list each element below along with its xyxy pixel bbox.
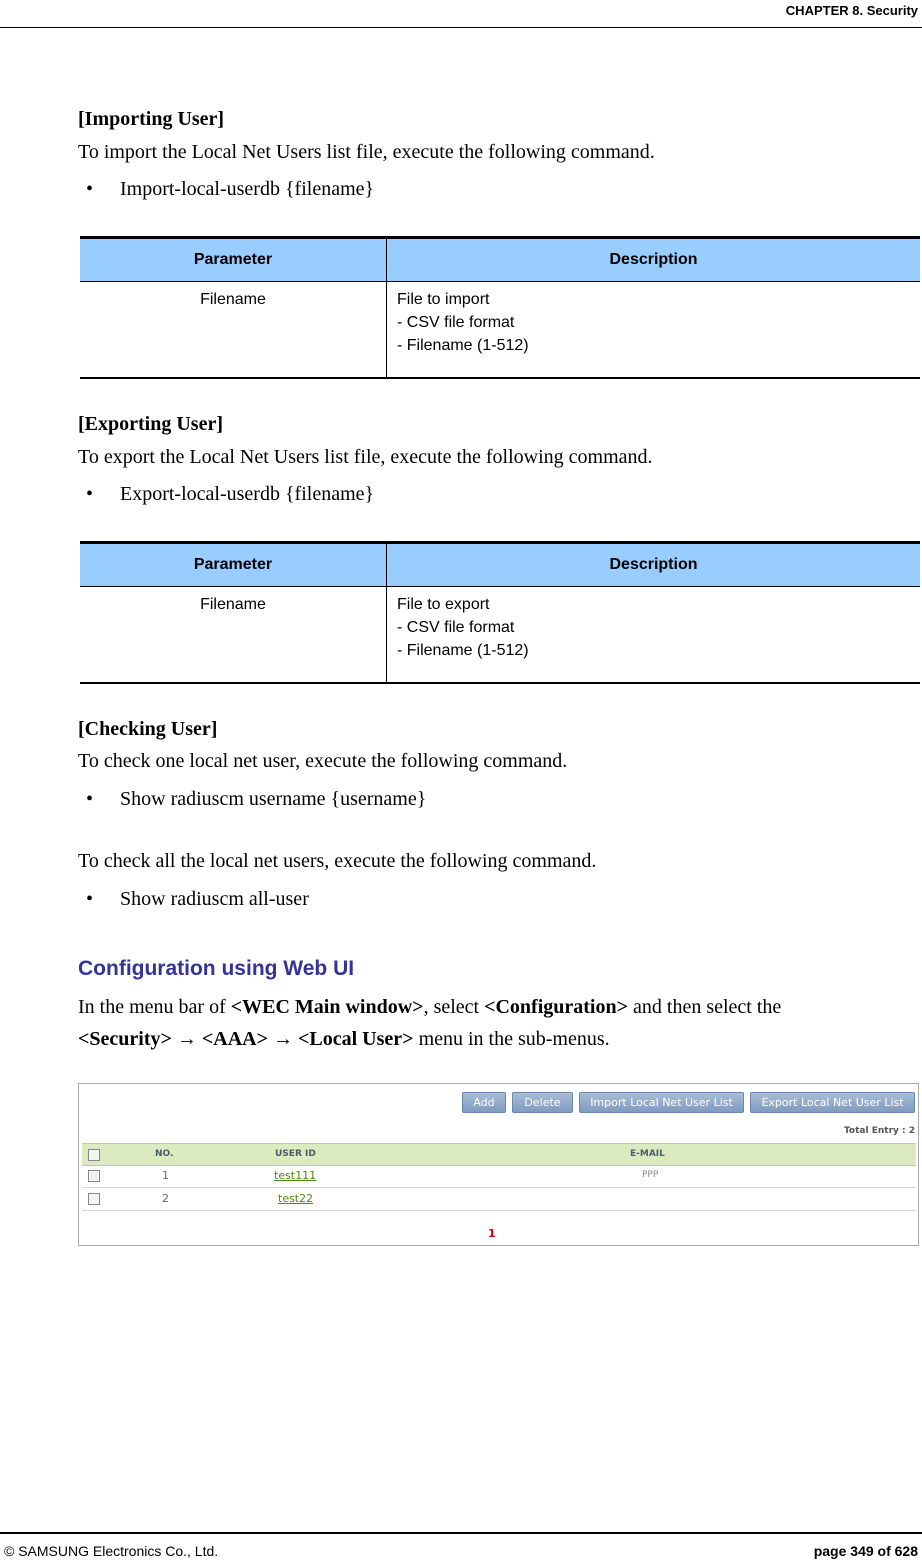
exporting-command: Export-local-userdb {filename} [120,483,375,505]
row-checkbox[interactable] [88,1170,100,1182]
webui-paragraph-line2 [78,1028,610,1051]
footer-rule [0,1532,922,1534]
importing-title: [Importing User] [78,108,225,130]
desc-cell [387,587,921,684]
desc-line: File to export [397,596,490,613]
bullet-icon: • [86,788,94,810]
desc-line: File to import [397,291,490,308]
checking-command-one: Show radiuscm username {username} [120,788,427,810]
checking-command-all: Show radiuscm all-user [120,888,309,910]
webui-heading: Configuration using Web UI [78,957,355,980]
importing-parameter-table [80,236,920,379]
menu-ref-main-window: <WEC Main window> [230,996,424,1018]
table-header-row [80,238,920,282]
table-header-row [80,543,920,587]
webui-paragraph-line1 [78,996,781,1019]
exporting-parameter-table [80,541,920,684]
row-checkbox[interactable] [88,1193,100,1205]
email-column-header: E-MAIL [630,1149,665,1159]
no-column-header: NO. [155,1149,174,1159]
importing-command: Import-local-userdb {filename} [120,178,375,200]
menu-ref-security: <Security> [78,1028,172,1050]
menu-ref-aaa: <AAA> [201,1028,269,1050]
text: , select [423,996,485,1018]
footer-copyright: © SAMSUNG Electronics Co., Ltd. [4,1543,219,1559]
footer-page-number: page 349 of 628 [813,1543,918,1559]
bullet-icon: • [86,888,94,910]
total-entry: Total Entry : 2 [843,1126,915,1136]
grid-header [82,1143,916,1166]
checking-intro-all: To check all the local net users, execute the following command. [78,850,597,872]
bullet-icon: • [86,178,94,200]
checking-title: [Checking User] [78,718,218,740]
user-id-column-header: USER ID [275,1149,316,1159]
table-row [80,587,920,684]
desc-line: - Filename (1-512) [397,337,529,354]
arrow-right-icon: → [273,1028,294,1050]
param-column-header: Parameter [80,543,387,587]
desc-line: - Filename (1-512) [397,642,529,659]
header-rule [0,27,922,28]
bullet-icon: • [86,483,94,505]
text: menu in the sub-menus. [413,1028,610,1050]
menu-ref-configuration: <Configuration> [484,996,629,1018]
import-user-list-button[interactable]: Import Local Net User List [579,1092,744,1113]
importing-intro: To import the Local Net Users list file, execute the following command. [78,141,655,163]
text: and then select the [628,996,782,1018]
row-user-id-link[interactable]: test22 [278,1192,314,1205]
exporting-title: [Exporting User] [78,413,223,435]
param-cell: Filename [80,282,387,379]
row-user-id-link[interactable]: test111 [274,1169,317,1182]
add-button[interactable]: Add [462,1092,506,1113]
text: In the menu bar of [78,996,231,1018]
delete-button[interactable]: Delete [512,1092,573,1113]
select-all-checkbox[interactable] [88,1149,100,1161]
table-row [80,282,920,379]
checking-intro-one: To check one local net user, execute the following command. [78,750,568,772]
row-email: PPP [642,1170,659,1180]
row-no: 1 [162,1169,169,1182]
row-no: 2 [162,1192,169,1205]
export-user-list-button[interactable]: Export Local Net User List [750,1092,915,1113]
desc-line: - CSV file format [397,314,515,331]
arrow-right-icon: → [176,1028,197,1050]
chapter-title: CHAPTER 8. Security [785,3,918,18]
desc-line: - CSV file format [397,619,515,636]
param-cell: Filename [80,587,387,684]
table-row [82,1165,916,1188]
param-column-header: Parameter [80,238,387,282]
desc-column-header: Description [387,238,921,282]
local-user-screenshot [78,1083,919,1246]
table-row [82,1188,916,1211]
menu-ref-local-user: <Local User> [298,1028,414,1050]
desc-column-header: Description [387,543,921,587]
pager-page-1[interactable]: 1 [488,1227,496,1240]
desc-cell [387,282,921,379]
exporting-intro: To export the Local Net Users list file, execute the following command. [78,446,653,468]
